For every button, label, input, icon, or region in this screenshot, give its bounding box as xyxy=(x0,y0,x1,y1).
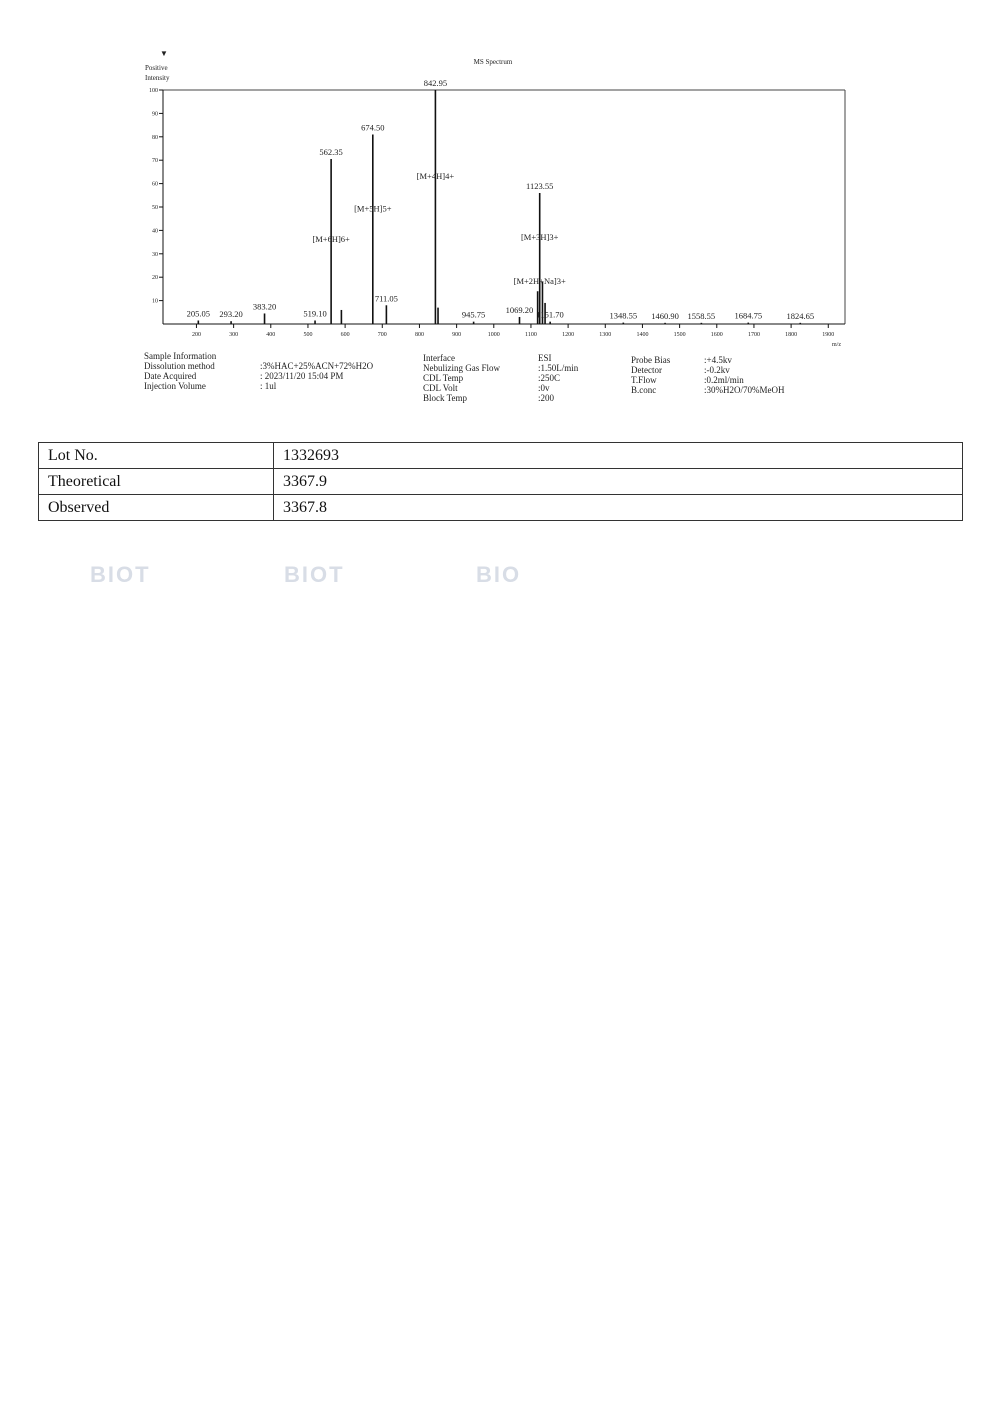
x-tick-label: 900 xyxy=(452,332,462,338)
y-tick-label: 80 xyxy=(152,134,158,141)
peak-label: 1558.55 xyxy=(687,310,716,321)
instrument-info-labels xyxy=(423,353,500,403)
detector-value: :30%H2O/70%MeOH xyxy=(704,385,785,395)
y-tick-label: 60 xyxy=(152,181,158,188)
detector-value: :-0.2kv xyxy=(704,365,730,375)
results-table xyxy=(38,442,963,521)
x-tick-label: 300 xyxy=(229,332,239,338)
x-tick-label: 1500 xyxy=(673,332,686,338)
detector-label: Probe Bias xyxy=(631,355,671,365)
ion-annotation: [M+2H+Na]3+ xyxy=(513,276,566,287)
instrument-value: :0v xyxy=(538,383,550,393)
instrument-value: :1.50L/min xyxy=(538,363,579,373)
sample-info-value: : 2023/11/20 15:04 PM xyxy=(260,371,344,381)
row-label: Lot No. xyxy=(39,443,274,469)
watermark-text: BIOT xyxy=(284,562,345,587)
x-tick-label: 1900 xyxy=(822,332,835,338)
x-tick-label: 1400 xyxy=(636,332,649,338)
row-value: 1332693 xyxy=(274,443,963,469)
peak-label: 1348.55 xyxy=(609,310,638,321)
instrument-label: Nebulizing Gas Flow xyxy=(423,363,500,373)
x-ticks xyxy=(192,324,834,338)
sample-info-value: : 1ul xyxy=(260,381,277,391)
peak-label: 945.75 xyxy=(461,309,486,320)
x-tick-label: 1800 xyxy=(785,332,798,338)
sample-info-header: Sample Information xyxy=(144,351,217,361)
y-tick-label: 90 xyxy=(152,111,158,118)
peak-label: 1123.55 xyxy=(526,180,554,191)
x-tick-label: 800 xyxy=(414,332,424,338)
sample-info-label: Dissolution method xyxy=(144,361,215,371)
x-tick-label: 1100 xyxy=(525,332,537,338)
peak-label: 842.95 xyxy=(423,78,448,88)
chart-title: MS Spectrum xyxy=(473,58,513,66)
dropdown-marker-icon: ▼ xyxy=(160,49,168,58)
sample-info-label: Injection Volume xyxy=(144,381,206,391)
y-tick-label: 20 xyxy=(152,275,158,282)
y-axis-label: Intensity xyxy=(145,74,170,82)
y-tick-label: 10 xyxy=(152,298,158,305)
instrument-value: ESI xyxy=(538,353,552,363)
ion-annotation: [M+3H]3+ xyxy=(520,231,559,242)
mode-label: Positive xyxy=(145,64,168,72)
instrument-label: Block Temp xyxy=(423,393,467,403)
peak-label: 205.05 xyxy=(186,308,211,319)
peak-label: 1460.90 xyxy=(651,310,679,321)
instrument-label: Interface xyxy=(423,353,455,363)
ion-annotation: [M+6H]6+ xyxy=(312,234,350,245)
instrument-label: CDL Volt xyxy=(423,383,458,393)
ion-annotation: [M+4H]4+ xyxy=(416,170,455,181)
peak-label: 1824.65 xyxy=(786,310,815,321)
y-tick-label: 70 xyxy=(152,158,158,165)
sample-info xyxy=(144,351,216,391)
x-tick-label: 500 xyxy=(303,332,313,338)
peak-label: 383.20 xyxy=(252,301,277,312)
table-row xyxy=(39,443,963,469)
x-tick-label: 1000 xyxy=(487,332,500,338)
y-tick-label: 50 xyxy=(152,205,158,211)
row-value: 3367.8 xyxy=(274,495,963,521)
peak-label: 1069.20 xyxy=(505,304,534,315)
peak-labels xyxy=(187,78,814,321)
instrument-value: :200 xyxy=(538,393,555,403)
watermark-text: BIOT xyxy=(90,562,151,587)
instrument-label: CDL Temp xyxy=(423,373,464,383)
peak-label: 1684.75 xyxy=(734,310,763,321)
x-tick-label: 1300 xyxy=(599,332,612,338)
x-tick-label: 700 xyxy=(377,332,387,338)
peak-label: 519.10 xyxy=(303,308,327,319)
table-row xyxy=(39,469,963,495)
detector-value: :0.2ml/min xyxy=(704,375,744,385)
y-tick-label: 40 xyxy=(152,228,158,235)
peak-bars xyxy=(198,90,800,324)
instrument-value: :250C xyxy=(538,373,561,383)
sample-info-label: Date Acquired xyxy=(144,371,197,381)
row-label: Observed xyxy=(39,495,274,521)
peak-label: 562.35 xyxy=(319,147,343,158)
detector-info-values xyxy=(704,355,785,395)
sample-info-values xyxy=(260,361,373,391)
x-tick-label: 400 xyxy=(266,332,276,338)
y-tick-label: 30 xyxy=(152,251,158,258)
table-row xyxy=(39,495,963,521)
x-axis-label: m/z xyxy=(832,342,841,348)
x-tick-label: 200 xyxy=(191,332,201,338)
detector-label: Detector xyxy=(631,365,662,375)
row-value: 3367.9 xyxy=(274,469,963,495)
detector-value: :+4.5kv xyxy=(704,355,732,365)
x-tick-label: 1600 xyxy=(710,332,723,338)
detector-label: T.Flow xyxy=(631,375,657,385)
row-label: Theoretical xyxy=(39,469,274,495)
detector-label: B.conc xyxy=(631,385,657,395)
y-ticks xyxy=(149,88,163,305)
instrument-info-values xyxy=(538,353,578,403)
peak-label: 674.50 xyxy=(361,122,385,133)
detector-info-labels xyxy=(631,355,670,395)
peak-label: 711.05 xyxy=(374,293,398,304)
watermark-text: BIO xyxy=(476,562,522,587)
peak-label: 293.20 xyxy=(219,309,243,320)
ion-annotation: [M+5H]5+ xyxy=(354,203,392,214)
x-tick-label: 1200 xyxy=(562,332,575,338)
y-tick-label: 100 xyxy=(149,88,158,94)
x-tick-label: 1700 xyxy=(747,332,760,338)
x-tick-label: 600 xyxy=(340,332,350,338)
peak-label: 1151.70 xyxy=(536,309,564,320)
sample-info-value: :3%HAC+25%ACN+72%H2O xyxy=(260,361,374,371)
